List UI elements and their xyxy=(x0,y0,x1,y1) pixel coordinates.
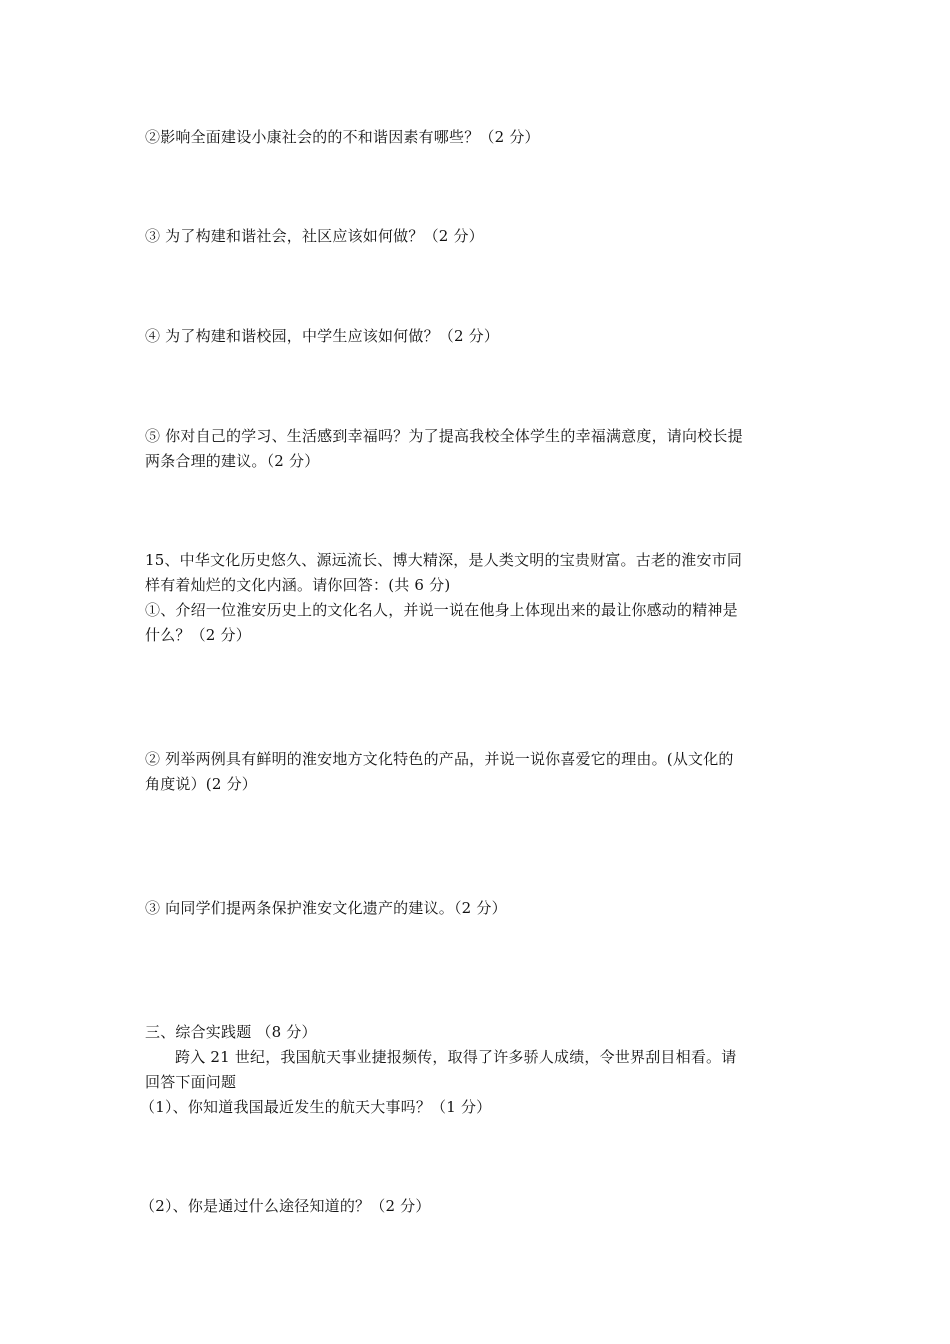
question-15-1-line-2: 什么？（2 分） xyxy=(145,626,251,644)
question-15-3: ③ 向同学们提两条保护淮安文化遗产的建议。（2 分） xyxy=(145,899,507,917)
section-3-sub-question-2: （2）、你是通过什么途径知道的？（2 分） xyxy=(140,1197,431,1215)
section-3-heading: 三、综合实践题 （8 分） xyxy=(145,1023,317,1041)
question-15-line-1: 15、中华文化历史悠久、源远流长、博大精深，是人类文明的宝贵财富。古老的淮安市同 xyxy=(145,551,743,569)
section-3-sub-question-1: （1）、你知道我国最近发生的航天大事吗？（1 分） xyxy=(140,1098,492,1116)
question-14-5-line-2: 两条合理的建议。（2 分） xyxy=(145,452,320,470)
question-14-5-line-1: ⑤ 你对自己的学习、生活感到幸福吗？为了提高我校全体学生的幸福满意度，请向校长提 xyxy=(145,427,743,445)
question-15-2-line-2: 角度说）(2 分） xyxy=(145,775,257,793)
section-3-intro-line-1: 跨入 21 世纪，我国航天事业捷报频传，取得了许多骄人成绩，令世界刮目相看。请 xyxy=(175,1048,737,1066)
question-15-line-2: 样有着灿烂的文化内涵。请你回答：(共 6 分) xyxy=(145,576,451,594)
question-14-3: ③ 为了构建和谐社会，社区应该如何做？（2 分） xyxy=(145,227,484,245)
question-14-4: ④ 为了构建和谐校园，中学生应该如何做？（2 分） xyxy=(145,327,500,345)
question-15-2-line-1: ② 列举两例具有鲜明的淮安地方文化特色的产品，并说一说你喜爱它的理由。(从文化的 xyxy=(145,750,734,768)
question-14-2: ②影响全面建设小康社会的的不和谐因素有哪些？（2 分） xyxy=(145,128,540,146)
question-15-1-line-1: ①、介绍一位淮安历史上的文化名人，并说一说在他身上体现出来的最让你感动的精神是 xyxy=(145,601,738,619)
section-3-intro-line-2: 回答下面问题 xyxy=(145,1073,237,1091)
